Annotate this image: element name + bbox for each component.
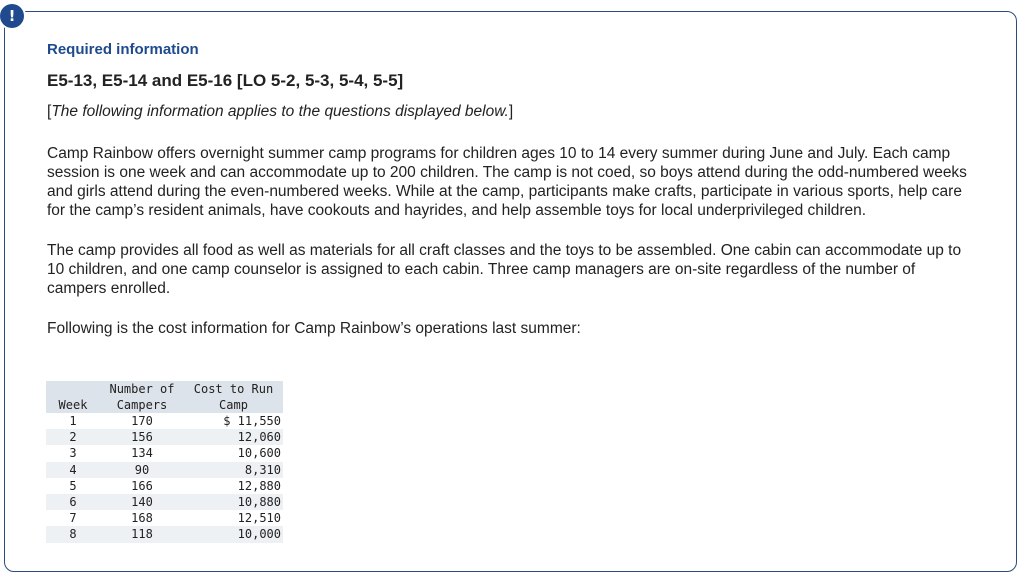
alert-icon: ! [0, 4, 24, 28]
cell-campers: 90 [100, 462, 184, 478]
table-header-row [46, 381, 283, 413]
cell-week: 6 [46, 494, 100, 510]
cell-cost: 10,600 [237, 446, 281, 461]
cell-campers: 170 [131, 414, 153, 428]
table-row [46, 462, 283, 478]
cell-week: 7 [69, 511, 77, 526]
cell-cost: 10,880 [184, 494, 283, 510]
note-open-bracket: [ [47, 103, 52, 120]
cell-week: 3 [69, 446, 77, 461]
note-close-bracket: ] [508, 103, 514, 120]
cell-campers: 134 [131, 446, 153, 461]
applies-note [47, 101, 977, 123]
cost-table [46, 381, 283, 543]
required-information-title: Required information [47, 41, 199, 58]
cell-week: 8 [46, 526, 100, 542]
cell-cost: 12,880 [237, 478, 281, 493]
table-row [46, 413, 283, 429]
header-cost: Cost to Run Camp [184, 381, 283, 413]
paragraph-camp-provisions: The camp provides all food as well as materials for all craft classes and the toys to be assembled. One cabin can accommodate up to 10 children, and one camp counselor is assigned to each cabin. Three camp managers are on-site regardless of the number of campers enrolled. [47, 242, 962, 297]
table-row [46, 494, 283, 510]
note-text: The following information applies to the questions displayed below. [51, 103, 509, 120]
header-campers: Number of Campers [100, 381, 184, 413]
question-content [47, 38, 977, 338]
table-row [46, 429, 283, 445]
cell-cost: 8,310 [184, 462, 283, 478]
cell-week: 5 [69, 478, 77, 493]
cell-campers: 118 [100, 526, 184, 542]
cell-week: 4 [46, 462, 100, 478]
table-row [46, 478, 283, 494]
table-row [46, 445, 283, 461]
paragraph-camp-overview: Camp Rainbow offers overnight summer camp programs for children ages 10 to 14 every summer during June and July. Each camp session is one week and can accommodate up to 200 children. The camp is not coed, so boys attend during the odd-numbered weeks and girls attend during the even-numbered weeks. While at the camp, participants make crafts, participate in various sports, help care for the camp’s resident animals, have cookouts and hayrides, and help assemble toys for local underprivileged children. [47, 145, 967, 219]
table-row [46, 526, 283, 542]
exercise-title: E5-13, E5-14 and E5-16 [LO 5-2, 5-3, 5-4, 5-5] [47, 71, 404, 90]
cell-cost: 10,000 [184, 526, 283, 542]
cell-campers: 166 [131, 478, 153, 493]
cell-cost: 12,510 [237, 511, 281, 526]
cell-cost: 12,060 [184, 429, 283, 445]
cell-campers: 140 [100, 494, 184, 510]
cell-week: 2 [46, 429, 100, 445]
cell-week: 1 [69, 414, 77, 428]
paragraph-cost-intro: Following is the cost information for Camp Rainbow’s operations last summer: [47, 320, 581, 337]
cell-campers: 168 [131, 511, 153, 526]
header-week: Week [46, 381, 100, 413]
table-row [46, 510, 283, 526]
cell-cost: $ 11,550 [223, 414, 281, 428]
cell-campers: 156 [100, 429, 184, 445]
